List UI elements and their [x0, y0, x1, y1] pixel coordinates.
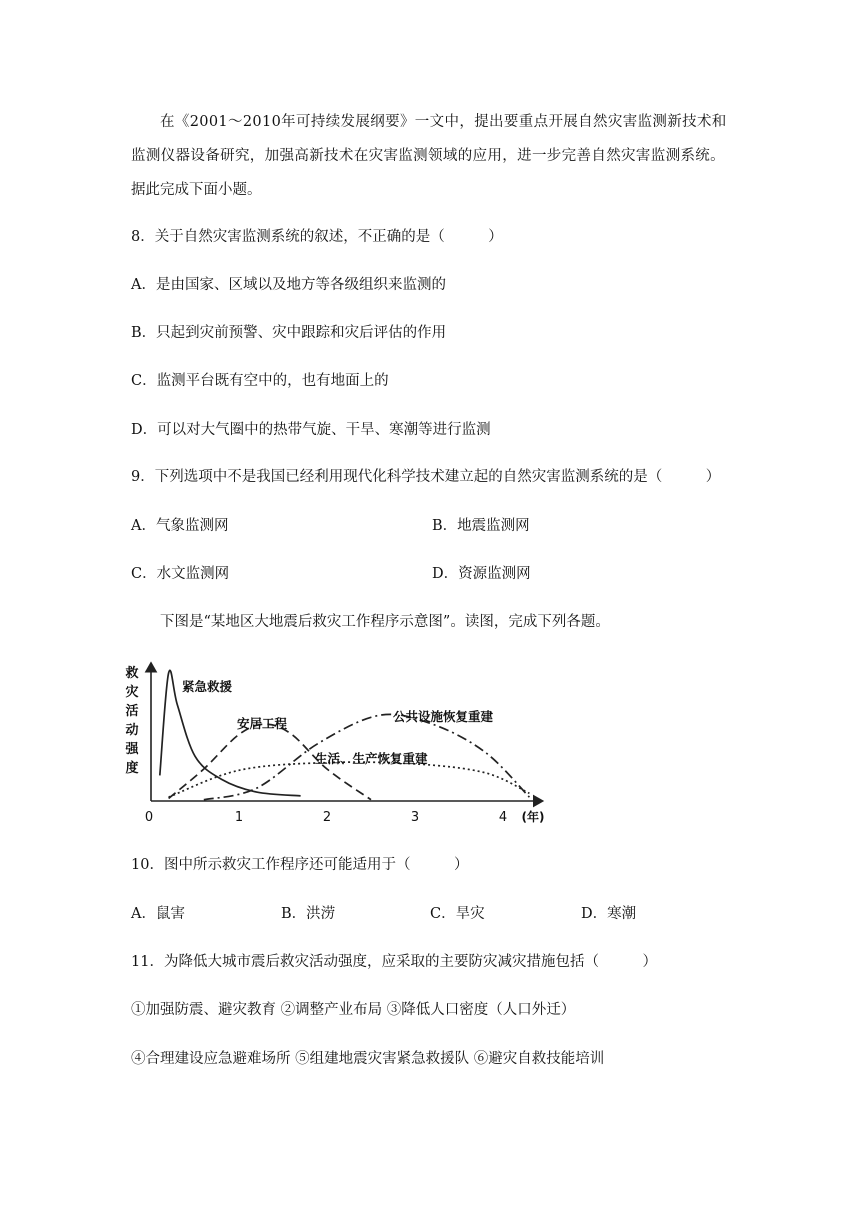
y-axis-label-char: 救	[125, 666, 139, 681]
question-8-option-a: A．是由国家、区域以及地方等各级组织来监测的	[131, 277, 446, 293]
x-tick-label: 4	[498, 810, 508, 825]
series-label-0: 紧急救援	[182, 679, 233, 694]
x-tick-label: 2	[322, 810, 332, 825]
y-axis-label-char: 强	[125, 742, 139, 757]
question-11-measures-line-2: ④合理建设应急避难场所 ⑤组建地震灾害紧急救援队 ⑥避灾自救技能培训	[131, 1051, 605, 1067]
x-tick-label: 0	[144, 810, 154, 825]
x-tick-label: 3	[410, 810, 420, 825]
intro-line-2: 监测仪器设备研究，加强高新技术在灾害监测领域的应用，进一步完善自然灾害监测系统。	[131, 148, 725, 164]
y-axis-label-char: 度	[125, 761, 139, 776]
question-10-option-a: A．鼠害	[131, 906, 185, 922]
series-label-1: 安居工程	[237, 716, 288, 731]
question-8-option-c: C．监测平台既有空中的，也有地面上的	[131, 373, 389, 389]
disaster-relief-chart	[125, 655, 565, 835]
intro-line-1: 在《2001～2010年可持续发展纲要》一文中，提出要重点开展自然灾害监测新技术和	[160, 114, 727, 130]
question-8-stem: 8．关于自然灾害监测系统的叙述，不正确的是（ ）	[131, 229, 503, 245]
figure-intro: 下图是“某地区大地震后救灾工作程序示意图”。读图，完成下列各题。	[160, 614, 610, 630]
question-10-stem: 10．图中所示救灾工作程序还可能适用于（ ）	[131, 857, 469, 873]
x-tick-label: 1	[234, 810, 244, 825]
intro-line-3: 据此完成下面小题。	[131, 182, 262, 198]
question-10-option-c: C．旱灾	[430, 906, 485, 922]
question-11-stem: 11．为降低大城市震后救灾活动强度，应采取的主要防灾减灾措施包括（ ）	[131, 954, 657, 970]
series-label-2: 公共设施恢复重建	[393, 709, 494, 724]
question-9-option-b: B．地震监测网	[432, 518, 530, 534]
question-9-option-d: D．资源监测网	[432, 566, 531, 582]
question-9-option-a: A．气象监测网	[131, 518, 229, 534]
question-11-measures-line-1: ①加强防震、避灾教育 ②调整产业布局 ③降低人口密度（人口外迁）	[131, 1002, 576, 1018]
x-axis-unit: (年)	[521, 810, 545, 824]
y-axis-label-char: 灾	[125, 685, 139, 700]
series-label-3: 生活、生产恢复重建	[315, 751, 428, 766]
y-axis-label-char: 活	[125, 704, 139, 719]
y-axis-label-char: 动	[125, 723, 139, 738]
question-9-stem: 9．下列选项中不是我国已经利用现代化科学技术建立起的自然灾害监测系统的是（ ）	[131, 469, 721, 485]
question-10-option-b: B．洪涝	[281, 906, 336, 922]
question-8-option-b: B．只起到灾前预警、灾中跟踪和灾后评估的作用	[131, 325, 447, 341]
question-10-option-d: D．寒潮	[581, 906, 637, 922]
question-9-option-c: C．水文监测网	[131, 566, 230, 582]
question-8-option-d: D．可以对大气圈中的热带气旋、干旱、寒潮等进行监测	[131, 422, 491, 438]
